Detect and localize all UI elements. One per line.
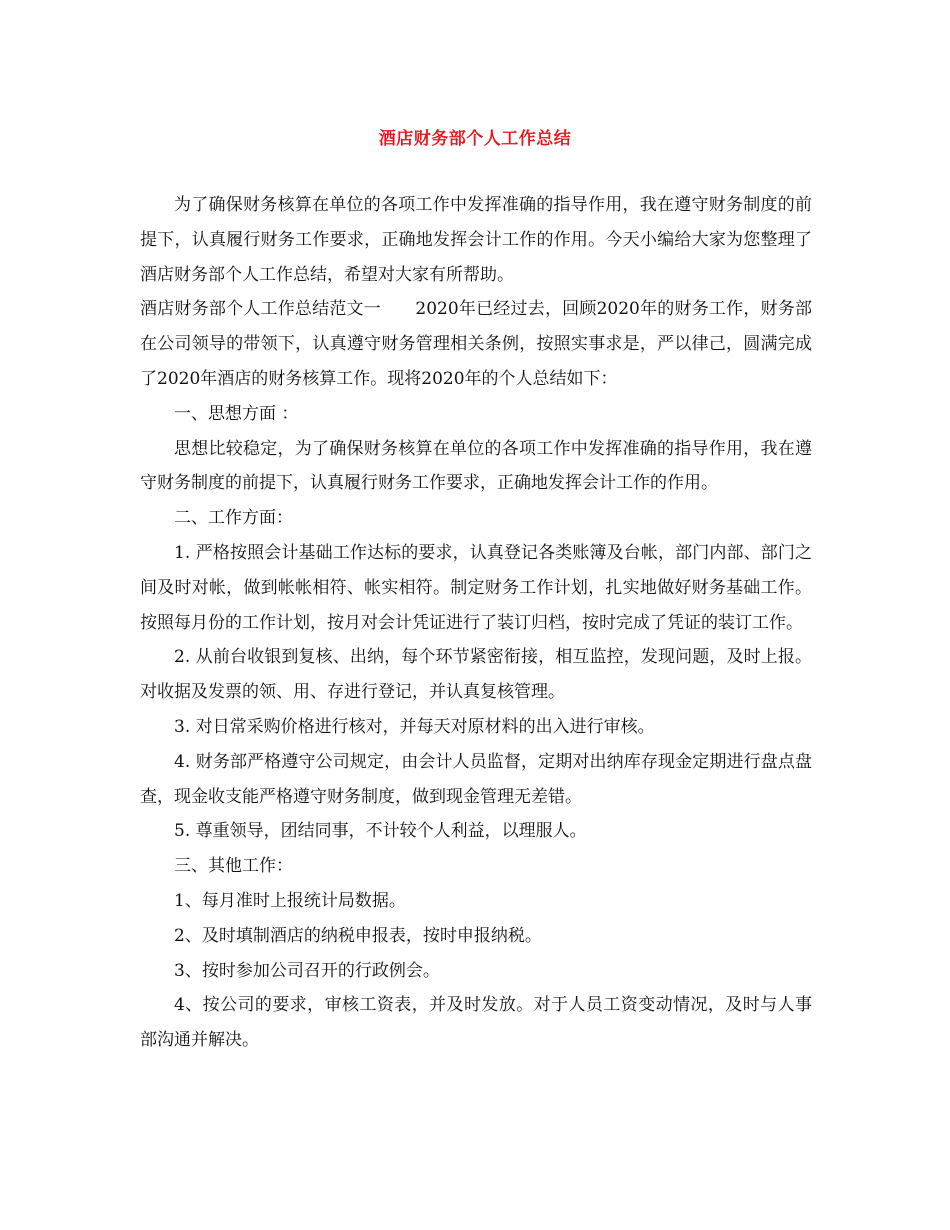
list-item: 2、及时填制酒店的纳税申报表，按时申报纳税。 [174, 925, 542, 946]
list-item: 4. 财务部严格遵守公司规定，由会计人员监督，定期对出纳库存现金定期进行盘点盘查，现金收支能严格遵守财务制度，做到现金管理无差错。 [140, 751, 812, 807]
list-item: 1. 严格按照会计基础工作达标的要求，认真登记各类账簿及台帐，部门内部、部门之间及时对帐，做到帐帐相符、帐实相符。制定财务工作计划，扎实地做好财务基础工作。按照每月份的工作计划，按月对会计凭证进行了装订归档，按时完成了凭证的装订工作。 [140, 542, 812, 633]
document-body [140, 188, 812, 1058]
paragraph: 为了确保财务核算在单位的各项工作中发挥准确的指导作用，我在遵守财务制度的前提下，认真履行财务工作要求，正确地发挥会计工作的作用。今天小编给大家为您整理了酒店财务部个人工作总结，希望对大家有所帮助。 [140, 195, 812, 285]
document-title: 酒店财务部个人工作总结 [378, 129, 572, 149]
list-item: 3. 对日常采购价格进行核对，并每天对原材料的出入进行审核。 [174, 716, 655, 737]
section-heading: 二、工作方面： [174, 508, 293, 529]
list-item: 1、每月准时上报统计局数据。 [174, 890, 406, 911]
paragraph: 酒店财务部个人工作总结范文一 2020年已经过去，回顾2020年的财务工作，财务部在公司领导的带领下，认真遵守财务管理相关条例，按照实事求是，严以律己，圆满完成了2020年酒店的财务核算工作。现将2020年的个人总结如下： [140, 299, 812, 389]
list-item: 3、按时参加公司召开的行政例会。 [174, 960, 440, 981]
paragraph: 思想比较稳定，为了确保财务核算在单位的各项工作中发挥准确的指导作用，我在遵守财务制度的前提下，认真履行财务工作要求，正确地发挥会计工作的作用。 [140, 438, 812, 494]
list-item: 5. 尊重领导，团结同事，不计较个人利益，以理服人。 [174, 821, 587, 842]
section-heading: 三、其他工作： [174, 856, 293, 877]
list-item: 4、按公司的要求，审核工资表，并及时发放。对于人员工资变动情况，及时与人事部沟通并解决。 [140, 995, 812, 1051]
list-item: 2. 从前台收银到复核、出纳，每个环节紧密衔接，相互监控，发现问题，及时上报。对收据及发票的领、用、存进行登记，并认真复核管理。 [140, 647, 812, 703]
section-heading: 一、思想方面 ： [174, 403, 299, 424]
